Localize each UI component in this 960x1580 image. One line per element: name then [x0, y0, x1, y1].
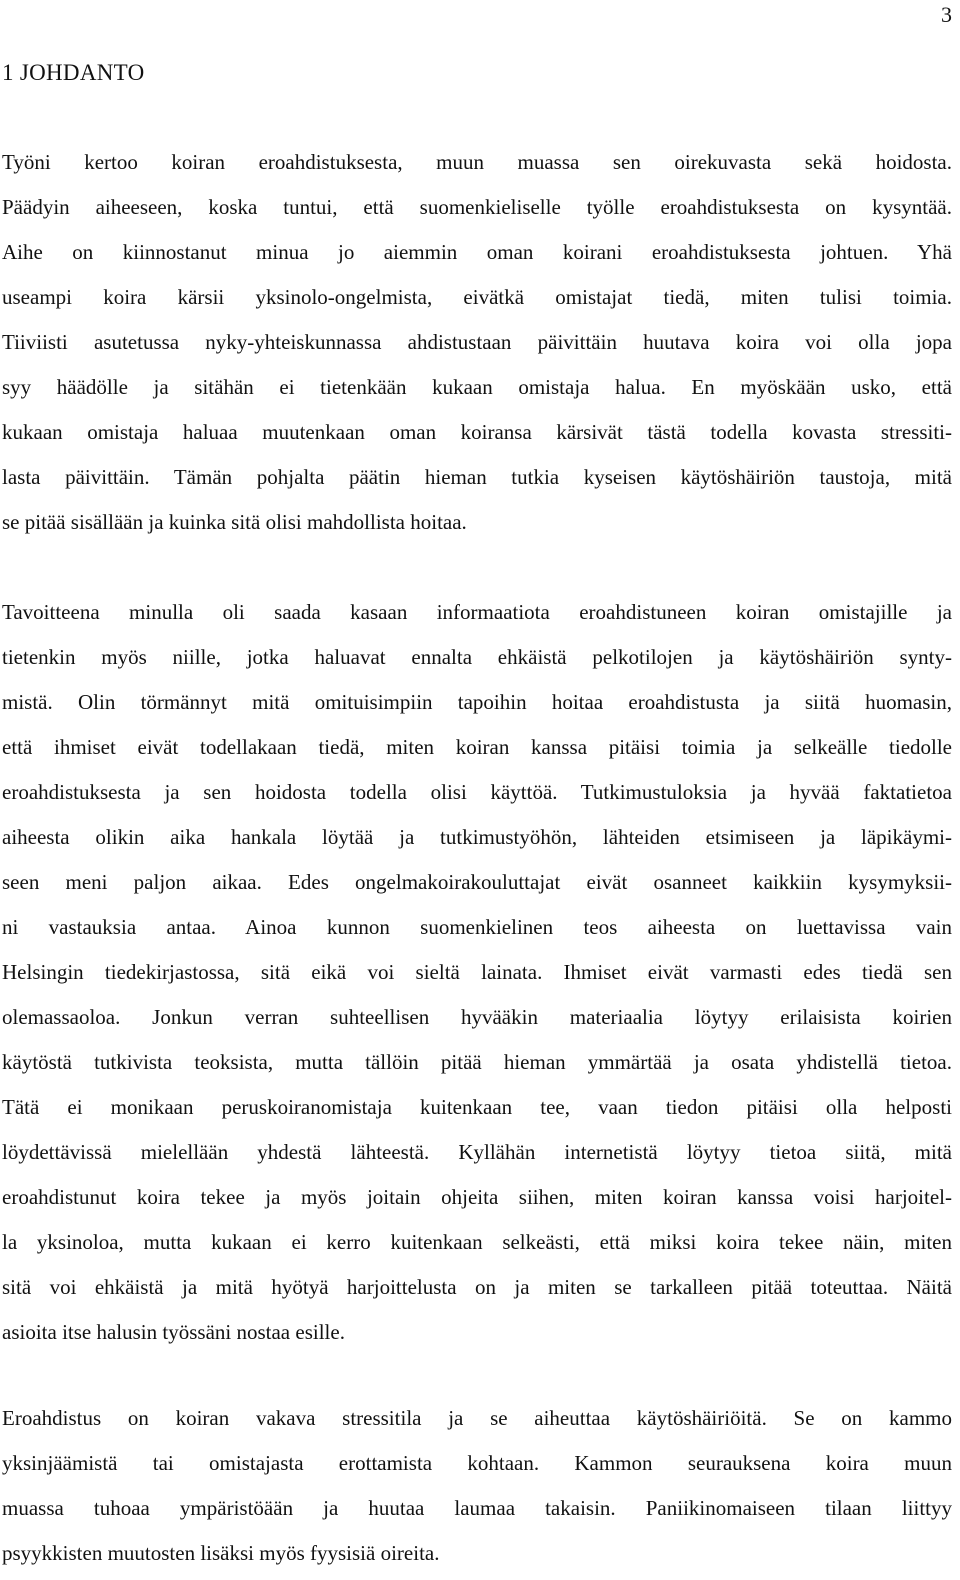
text-line: yksinjäämistä tai omistajasta erottamista kohtaan. Kammon seurauksena koira muun [2, 1451, 952, 1475]
page-number: 3 [941, 2, 952, 27]
text-line: tietenkin myös niille, jotka haluavat ennalta ehkäistä pelkotilojen ja käytöshäiriön synty- [2, 645, 952, 669]
text-line: asioita itse halusin työssäni nostaa esille. [2, 1320, 345, 1344]
paragraph-1 [2, 140, 952, 545]
text-line: useampi koira kärsii yksinolo-ongelmista, eivätkä omistajat tiedä, miten tulisi toimia. [2, 285, 952, 309]
text-line: eroahdistunut koira tekee ja myös joitain ohjeita siihen, miten koiran kanssa voisi harjoitel- [2, 1185, 952, 1209]
text-line: psyykkisten muutosten lisäksi myös fyysisiä oireita. [2, 1541, 440, 1565]
text-line: Tätä ei monikaan peruskoiranomistaja kuitenkaan tee, vaan tiedon pitäisi olla helposti [2, 1095, 952, 1119]
text-line: lasta päivittäin. Tämän pohjalta päätin hieman tutkia kyseisen käytöshäiriön taustoja, mitä [2, 465, 952, 489]
text-line: Päädyin aiheeseen, koska tuntui, että suomenkieliselle työlle eroahdistuksesta on kysyntää. [2, 195, 952, 219]
text-line: la yksinoloa, mutta kukaan ei kerro kuitenkaan selkeästi, että miksi koira tekee näin, miten [2, 1230, 952, 1254]
text-line: ni vastauksia antaa. Ainoa kunnon suomenkielinen teos aiheesta on luettavissa vain [2, 915, 952, 939]
text-line: Työni kertoo koiran eroahdistuksesta, muun muassa sen oirekuvasta sekä hoidosta. [2, 150, 952, 174]
text-line: Tiiviisti asutetussa nyky-yhteiskunnassa ahdistustaan päivittäin huutava koira voi olla jopa [2, 330, 952, 354]
text-line: Eroahdistus on koiran vakava stressitila ja se aiheuttaa käytöshäiriöitä. Se on kammo [2, 1406, 952, 1430]
text-line: mistä. Olin törmännyt mitä omituisimpiin tapoihin hoitaa eroahdistusta ja siitä huomasin, [2, 690, 952, 714]
text-line: olemassaoloa. Jonkun verran suhteellisen hyvääkin materiaalia löytyy erilaisista koirien [2, 1005, 952, 1029]
text-line: Helsingin tiedekirjastossa, sitä eikä voi sieltä lainata. Ihmiset eivät varmasti edes tiedä sen [2, 960, 952, 984]
text-line: aiheesta olikin aika hankala löytää ja tutkimustyöhön, lähteiden etsimiseen ja läpikäymi- [2, 825, 952, 849]
text-line: seen meni paljon aikaa. Edes ongelmakoirakouluttajat eivät osanneet kaikkiin kysymyksii- [2, 870, 952, 894]
text-line: löydettävissä mielellään yhdestä lähteestä. Kyllähän internetistä löytyy tietoa siitä, mitä [2, 1140, 952, 1164]
section-heading: 1 JOHDANTO [2, 60, 145, 85]
text-line: käytöstä tutkivista teoksista, mutta tällöin pitää hieman ymmärtää ja osata yhdistellä tietoa. [2, 1050, 952, 1074]
text-line: muassa tuhoaa ympäristöään ja huutaa laumaa takaisin. Paniikinomaiseen tilaan liittyy [2, 1496, 952, 1520]
text-line: sitä voi ehkäistä ja mitä hyötyä harjoittelusta on ja miten se tarkalleen pitää toteuttaa. Näitä [2, 1275, 952, 1299]
text-line: eroahdistuksesta ja sen hoidosta todella olisi käyttöä. Tutkimustuloksia ja hyvää faktatietoa [2, 780, 952, 804]
paragraph-2 [2, 590, 952, 1355]
text-line: Tavoitteena minulla oli saada kasaan informaatiota eroahdistuneen koiran omistajille ja [2, 600, 952, 624]
text-line: että ihmiset eivät todellakaan tiedä, miten koiran kanssa pitäisi toimia ja selkeälle tiedolle [2, 735, 952, 759]
text-line: kukaan omistaja haluaa muutenkaan oman koiransa kärsivät tästä todella kovasta stressiti- [2, 420, 952, 444]
text-line: syy häädölle ja sitähän ei tietenkään kukaan omistaja halua. En myöskään usko, että [2, 375, 952, 399]
text-line: Aihe on kiinnostanut minua jo aiemmin oman koirani eroahdistuksesta johtuen. Yhä [2, 240, 952, 264]
text-line: se pitää sisällään ja kuinka sitä olisi mahdollista hoitaa. [2, 510, 467, 534]
paragraph-3 [2, 1396, 952, 1576]
